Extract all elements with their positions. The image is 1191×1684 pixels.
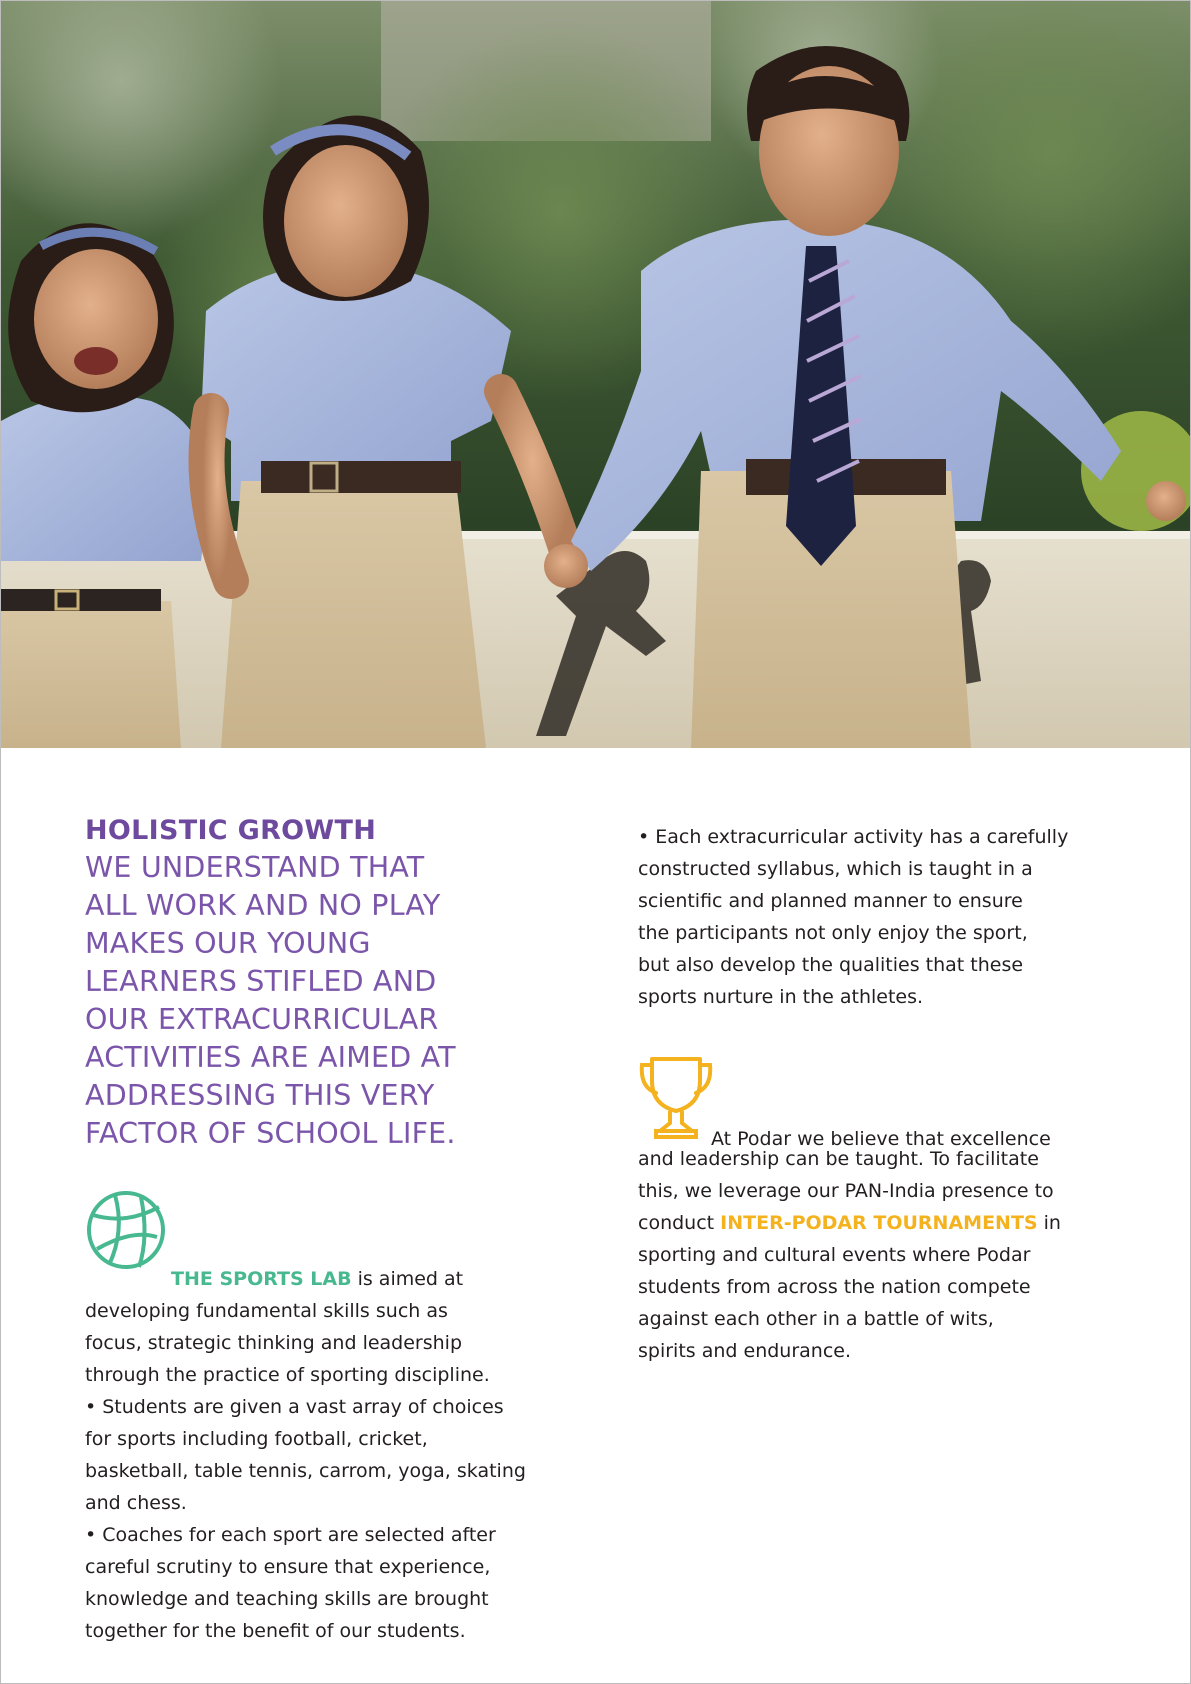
section-heading: HOLISTIC GROWTH <box>85 815 377 846</box>
tournaments-paragraph <box>638 1143 1108 1367</box>
sports-lab-tail: is aimed at <box>351 1268 464 1290</box>
tournaments-first-line: At Podar we believe that excellence <box>711 1128 1051 1150</box>
sports-lab-first-line <box>85 1263 555 1295</box>
tournaments-text-after: in sporting and cultural events where Podar students from across the nation compete against each other in a battle of wits, spirits and endurance. <box>638 1212 1061 1362</box>
trophy-icon <box>638 1055 714 1141</box>
tournaments-text-before: and leadership can be taught. To facilitate this, we leverage our PAN-India presence to conduct <box>638 1148 1054 1234</box>
tournaments-label: INTER-PODAR TOURNAMENTS <box>720 1212 1038 1234</box>
left-column <box>85 813 555 1647</box>
sports-lab-label: THE SPORTS LAB <box>171 1268 352 1290</box>
hero-photo <box>1 1 1191 748</box>
tournaments-block <box>638 1055 1108 1367</box>
photo-children-holding-hands <box>1 1 1191 748</box>
syllabus-paragraph: • Each extracurricular activity has a carefully constructed syllabus, which is taught in a scientific and planned manner to ensure the participants not only enjoy the sport, but also develop the qualities that these sports nurture in the athletes. <box>638 826 1069 1008</box>
right-column <box>638 821 1108 1367</box>
sports-lab-body: developing fundamental skills such as focus, strategic thinking and leadership through the practice of sporting discipline. • Students are given a vast array of choices for sports including football, cricket, basketball, table tennis, carrom, yoga, skating and chess. • Coaches for each sport are selected after careful scrutiny to ensure that experience, knowledge and teaching skills are brought together for the benefit of our students. <box>85 1300 526 1642</box>
intro-statement: WE UNDERSTAND THAT ALL WORK AND NO PLAY MAKES OUR YOUNG LEARNERS STIFLED AND OUR EXTRACURRICULAR ACTIVITIES ARE AIMED AT ADDRESSING THIS VERY FACTOR OF SCHOOL LIFE. <box>85 851 456 1150</box>
sports-lab-block <box>85 1189 555 1647</box>
basketball-icon <box>85 1189 167 1271</box>
